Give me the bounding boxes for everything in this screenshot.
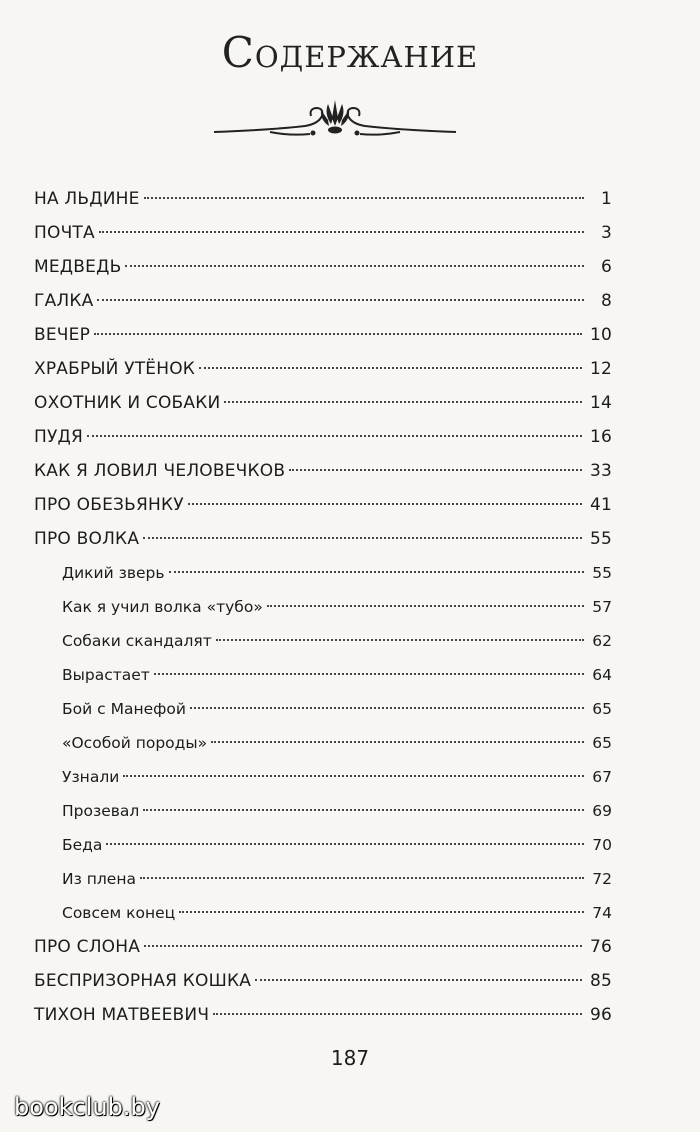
dot-leader [289,469,582,471]
toc-entry-page: 69 [592,802,612,820]
toc-entry [34,284,612,318]
flourish-ornament-icon [210,96,460,142]
dot-leader [144,197,584,199]
toc-entry [34,386,612,420]
toc-entry-title: Прозевал [62,802,140,820]
toc-entry [34,726,612,760]
toc-entry [34,930,612,964]
toc-entry [34,182,612,216]
toc-entry-page: 62 [592,632,612,650]
toc-entry-title: Вырастает [62,666,150,684]
dot-leader [97,299,584,301]
toc-entry [34,352,612,386]
toc-entry-title: Собаки скандалят [62,632,212,650]
toc-entry-title: Дикий зверь [62,564,165,582]
toc-entry-title: Совсем конец [62,904,176,922]
toc-entry [34,216,612,250]
toc-entry-page: 55 [589,529,612,549]
toc-entry-title: Из плена [62,870,136,888]
toc-entry [34,862,612,896]
toc-entry-title: Беда [62,836,103,854]
toc-entry-title: ТИХОН МАТВЕЕВИЧ [34,1005,210,1025]
toc-entry [34,454,612,488]
toc-entry-title: БЕСПРИЗОРНАЯ КОШКА [34,971,252,991]
toc-entry [34,522,612,556]
dot-leader [188,503,582,505]
page-number: 187 [330,1046,370,1070]
toc-entry [34,590,612,624]
toc-entry-title: Как я учил волка «тубо» [62,598,263,616]
toc-entry-page: 65 [592,734,612,752]
dot-leader [143,537,582,539]
dot-leader [106,843,584,845]
toc-entry [34,488,612,522]
toc-entry-page: 96 [589,1005,612,1025]
toc-entry-page: 72 [592,870,612,888]
toc-entry-title: Бой с Манефой [62,700,186,718]
dot-leader [143,809,584,811]
toc-entry-title: ПРО СЛОНА [34,937,141,957]
dot-leader [144,945,582,947]
toc-entry-page: 10 [589,325,612,345]
toc-entry-title: ГАЛКА [34,291,94,311]
dot-leader [224,401,582,403]
dot-leader [140,877,584,879]
toc-entry [34,420,612,454]
toc-entry-page: 64 [592,666,612,684]
toc-entry-page: 76 [589,937,612,957]
toc-entry-page: 67 [592,768,612,786]
dot-leader [267,605,584,607]
dot-leader [213,1013,582,1015]
toc-entry-title: ХРАБРЫЙ УТЁНОК [34,359,196,379]
dot-leader [216,639,584,641]
page-title: Содержание [221,28,479,77]
toc-entry-title: МЕДВЕДЬ [34,257,122,277]
toc-entry-page: 3 [600,223,612,243]
dot-leader [255,979,582,981]
toc-entry-title: КАК Я ЛОВИЛ ЧЕЛОВЕЧКОВ [34,461,286,481]
toc-entry-page: 16 [589,427,612,447]
toc-entry-page: 70 [592,836,612,854]
toc-entry-page: 33 [589,461,612,481]
watermark: bookclub.by [14,1093,160,1121]
toc-entry [34,794,612,828]
dot-leader [179,911,584,913]
dot-leader [154,673,584,675]
dot-leader [123,775,584,777]
toc-entry [34,658,612,692]
toc-entry-title: НА ЛЬДИНЕ [34,189,140,209]
toc-entry [34,828,612,862]
dot-leader [94,333,582,335]
toc-entry [34,318,612,352]
toc-entry-page: 12 [589,359,612,379]
toc-entry-page: 74 [592,904,612,922]
dot-leader [169,571,584,573]
toc-entry-title: Узнали [62,768,120,786]
toc-entry-page: 1 [600,189,612,209]
toc-entry-page: 14 [589,393,612,413]
toc-entry-page: 65 [592,700,612,718]
toc-entry-page: 6 [600,257,612,277]
toc-entry-title: ПРО ВОЛКА [34,529,140,549]
dot-leader [199,367,582,369]
toc-entry [34,624,612,658]
toc-entry-title: ПРО ОБЕЗЬЯНКУ [34,495,184,515]
toc-entry-page: 57 [592,598,612,616]
toc-entry-page: 85 [589,971,612,991]
dot-leader [99,231,584,233]
toc-entry [34,896,612,930]
toc-entry [34,998,612,1032]
toc-entry [34,556,612,590]
toc-entry-page: 8 [600,291,612,311]
toc-entry-title: ОХОТНИК И СОБАКИ [34,393,221,413]
toc-entry [34,250,612,284]
toc-entry-title: ПОЧТА [34,223,95,243]
toc-entry [34,692,612,726]
toc-entry-title: «Особой породы» [62,734,208,752]
toc-entry-page: 55 [592,564,612,582]
dot-leader [87,435,582,437]
dot-leader [190,707,584,709]
dot-leader [125,265,584,267]
toc-entry-title: ПУДЯ [34,427,84,447]
toc-entry [34,964,612,998]
dot-leader [211,741,584,743]
toc-entry-page: 41 [589,495,612,515]
table-of-contents [34,182,612,1032]
toc-entry-title: ВЕЧЕР [34,325,91,345]
toc-entry [34,760,612,794]
